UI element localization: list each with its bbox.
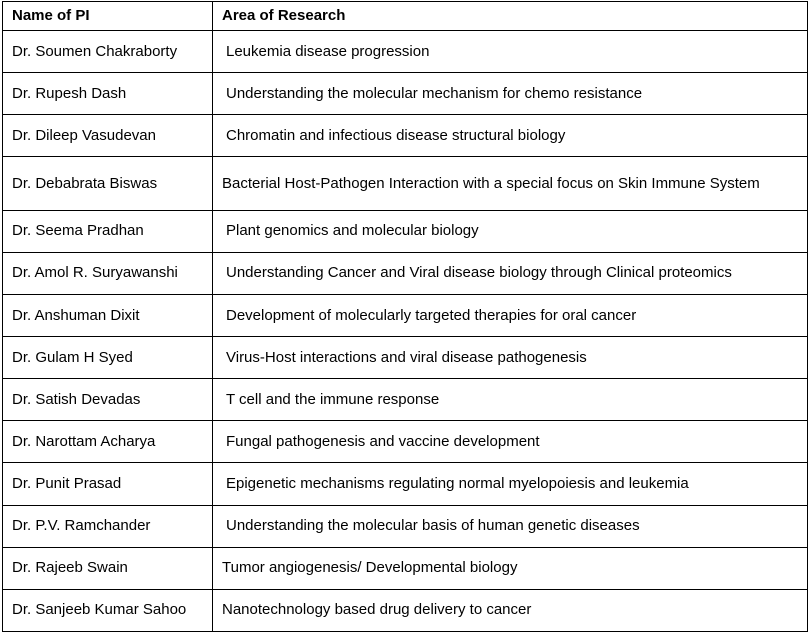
pi-name-cell: Dr. Satish Devadas xyxy=(3,379,213,421)
pi-name-cell: Dr. P.V. Ramchander xyxy=(3,505,213,547)
table-row xyxy=(3,31,808,73)
research-area-cell: T cell and the immune response xyxy=(213,379,808,421)
research-area-cell: Plant genomics and molecular biology xyxy=(213,210,808,252)
header-name-of-pi: Name of PI xyxy=(3,2,213,31)
table-row xyxy=(3,252,808,294)
table-header-row xyxy=(3,2,808,31)
pi-research-table xyxy=(2,1,808,632)
pi-name-cell: Dr. Anshuman Dixit xyxy=(3,294,213,336)
table-row xyxy=(3,505,808,547)
table-row xyxy=(3,337,808,379)
research-area-cell: Development of molecularly targeted therapies for oral cancer xyxy=(213,294,808,336)
research-area-cell: Tumor angiogenesis/ Developmental biology xyxy=(213,547,808,589)
pi-name-cell: Dr. Punit Prasad xyxy=(3,463,213,505)
research-area-cell: Virus-Host interactions and viral disease pathogenesis xyxy=(213,337,808,379)
pi-name-cell: Dr. Soumen Chakraborty xyxy=(3,31,213,73)
table-row xyxy=(3,547,808,589)
pi-name-cell: Dr. Rajeeb Swain xyxy=(3,547,213,589)
research-area-cell: Epigenetic mechanisms regulating normal myelopoiesis and leukemia xyxy=(213,463,808,505)
table-row xyxy=(3,157,808,210)
table-row xyxy=(3,210,808,252)
research-area-cell: Bacterial Host-Pathogen Interaction with a special focus on Skin Immune System xyxy=(213,157,808,210)
pi-name-cell: Dr. Debabrata Biswas xyxy=(3,157,213,210)
research-area-cell: Understanding Cancer and Viral disease biology through Clinical proteomics xyxy=(213,252,808,294)
table-row xyxy=(3,379,808,421)
table-row xyxy=(3,463,808,505)
table-row xyxy=(3,115,808,157)
research-area-cell: Understanding the molecular mechanism for chemo resistance xyxy=(213,73,808,115)
research-area-cell: Fungal pathogenesis and vaccine development xyxy=(213,421,808,463)
research-area-cell: Leukemia disease progression xyxy=(213,31,808,73)
table-row xyxy=(3,589,808,631)
table-row xyxy=(3,294,808,336)
pi-name-cell: Dr. Gulam H Syed xyxy=(3,337,213,379)
header-area-of-research: Area of Research xyxy=(213,2,808,31)
table-row xyxy=(3,73,808,115)
research-area-cell: Chromatin and infectious disease structural biology xyxy=(213,115,808,157)
pi-name-cell: Dr. Dileep Vasudevan xyxy=(3,115,213,157)
research-area-cell: Nanotechnology based drug delivery to cancer xyxy=(213,589,808,631)
pi-name-cell: Dr. Seema Pradhan xyxy=(3,210,213,252)
pi-name-cell: Dr. Rupesh Dash xyxy=(3,73,213,115)
table-row xyxy=(3,421,808,463)
pi-name-cell: Dr. Narottam Acharya xyxy=(3,421,213,463)
research-area-cell: Understanding the molecular basis of human genetic diseases xyxy=(213,505,808,547)
pi-name-cell: Dr. Amol R. Suryawanshi xyxy=(3,252,213,294)
pi-name-cell: Dr. Sanjeeb Kumar Sahoo xyxy=(3,589,213,631)
